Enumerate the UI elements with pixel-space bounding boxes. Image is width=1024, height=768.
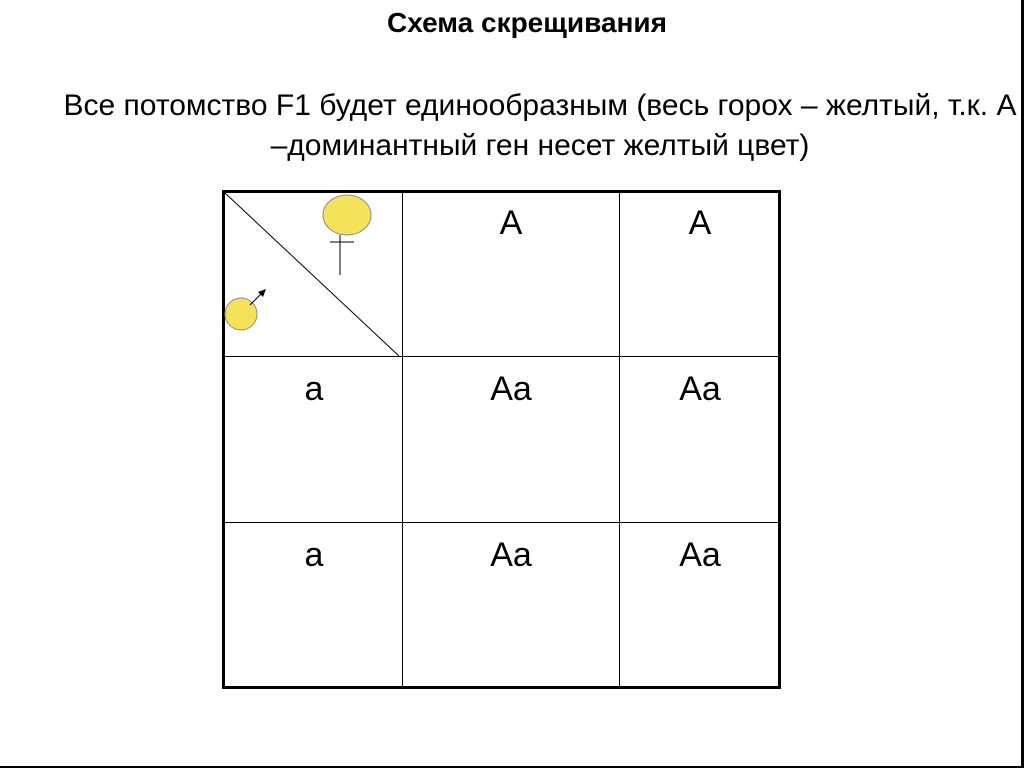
female-gamete-header: A xyxy=(688,204,712,242)
corner-cell xyxy=(225,193,403,357)
grid-hline xyxy=(225,522,778,523)
male-gamete-header: a xyxy=(304,536,324,574)
offspring-genotype: Aa xyxy=(490,370,532,408)
grid-vline xyxy=(619,193,620,686)
male-symbol-icon xyxy=(225,289,266,330)
female-symbol-icon xyxy=(323,195,371,275)
punnett-square xyxy=(222,190,781,689)
male-gamete-header: a xyxy=(304,370,324,408)
offspring-genotype: Aa xyxy=(679,536,721,574)
offspring-genotype: Aa xyxy=(490,536,532,574)
female-gamete-header: A xyxy=(499,204,523,242)
corner-diagonal xyxy=(225,193,399,356)
slide-title: Схема скрещивания xyxy=(387,7,667,38)
offspring-genotype: Aa xyxy=(679,370,721,408)
slide-description: Все потомство F1 будет единообразным (весь горох – желтый, т.к. А –доминантный ген несет желтый цвет) xyxy=(63,89,1017,162)
